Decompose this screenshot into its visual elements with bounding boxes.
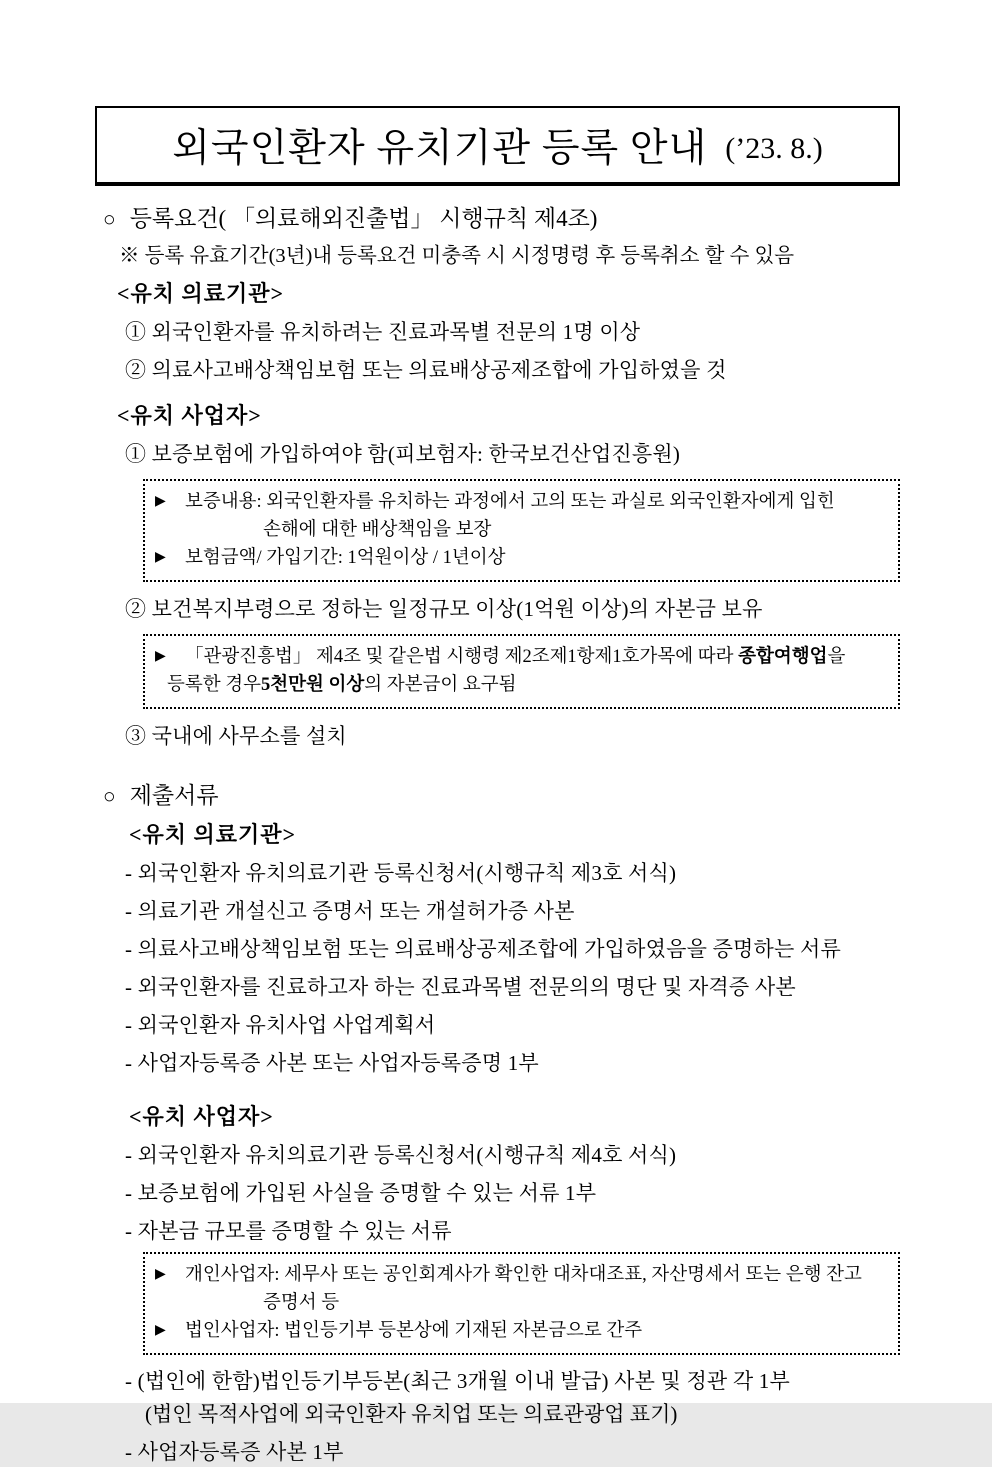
capital-proof-box (143, 1252, 900, 1355)
circle-bullet-icon: ○ (103, 784, 116, 808)
list-item: ② 의료사고배상책임보험 또는 의료배상공제조합에 가입하였을 것 (125, 358, 727, 382)
box-line (155, 1317, 888, 1345)
agency-header: <유치 사업자> (129, 1104, 274, 1129)
list-item: - 보증보험에 가입된 사실을 증명할 수 있는 서류 1부 (125, 1181, 597, 1205)
box-text (185, 643, 845, 671)
text-segment-bold: 종합여행업 (738, 647, 828, 667)
text-segment: 을 (827, 647, 846, 667)
box-text: 개인사업자: 세무사 또는 공인회계사가 확인한 대차대조표, 자산명세서 또는 은행 잔고 (185, 1265, 862, 1285)
document-title-date: (’23. 8.) (725, 132, 823, 165)
list-item: - 사업자등록증 사본 또는 사업자등록증명 1부 (125, 1051, 539, 1075)
text-segment: 의 자본금이 요구됨 (364, 675, 517, 695)
list-item: - 외국인환자를 진료하고자 하는 진료과목별 전문의의 명단 및 자격증 사본 (125, 975, 796, 999)
list-item: ② 보건복지부령으로 정하는 일정규모 이상(1억원 이상)의 자본금 보유 (125, 597, 763, 621)
arrow-bullet-icon: ▶ (155, 1267, 166, 1282)
documents-heading (103, 781, 900, 811)
box-text: 보험금액/ 가입기간: 1억원이상 / 1년이상 (185, 548, 506, 568)
arrow-bullet-icon: ▶ (155, 494, 166, 509)
box-line-continuation: 손해에 대한 배상책임을 보장 (263, 520, 492, 540)
capital-requirement-box (143, 634, 900, 709)
documents-heading-text: 제출서류 (129, 783, 219, 808)
box-line-continuation: 증명서 등 (263, 1293, 340, 1313)
box-line (155, 643, 888, 671)
document-title: 외국인환자 유치기관 등록 안내 (172, 127, 708, 170)
section-registration-requirements (95, 204, 900, 751)
agency-header: <유치 사업자> (117, 403, 262, 428)
list-item: - (법인에 한함)법인등기부등본(최근 3개월 이내 발급) 사본 및 정관 각 1부 (125, 1369, 790, 1393)
text-segment: 등록한 경우 (167, 675, 261, 695)
registration-heading (103, 204, 900, 234)
list-item: - 외국인환자 유치의료기관 등록신청서(시행규칙 제3호 서식) (125, 861, 677, 885)
arrow-bullet-icon: ▶ (155, 649, 166, 664)
text-segment: 「관광진흥법」 제4조 및 같은법 시행령 제2조제1항제1호가목에 따라 (185, 647, 739, 667)
text-segment-bold: 5천만원 이상 (260, 675, 365, 695)
list-item: - 사업자등록증 사본 1부 (125, 1440, 344, 1464)
list-item: ① 외국인환자를 유치하려는 진료과목별 전문의 1명 이상 (125, 320, 641, 344)
box-text: 법인사업자: 법인등기부 등본상에 기재된 자본금으로 간주 (185, 1321, 643, 1341)
list-item: - 외국인환자 유치의료기관 등록신청서(시행규칙 제4호 서식) (125, 1143, 677, 1167)
list-item: - 자본금 규모를 증명할 수 있는 서류 (125, 1219, 452, 1243)
list-item-continuation: (법인 목적사업에 외국인환자 유치업 또는 의료관광업 표기) (145, 1402, 678, 1426)
registration-heading-text: 등록요건( 「의료해외진출법」 시행규칙 제4조) (129, 206, 598, 231)
insurance-detail-box (143, 479, 900, 582)
list-item: - 의료기관 개설신고 증명서 또는 개설허가증 사본 (125, 899, 575, 923)
list-item: ① 보증보험에 가입하여야 함(피보험자: 한국보건산업진흥원) (125, 442, 681, 466)
section-submission-documents (95, 781, 900, 1467)
title-box (95, 106, 900, 186)
box-line (155, 488, 888, 516)
medical-institution-header: <유치 의료기관> (129, 822, 297, 847)
list-item: - 외국인환자 유치사업 사업계획서 (125, 1013, 436, 1037)
box-text: 보증내용: 외국인환자를 유치하는 과정에서 고의 또는 과실로 외국인환자에게 입힌 (185, 492, 835, 512)
box-line (155, 544, 888, 572)
box-line-continuation (155, 671, 888, 699)
arrow-bullet-icon: ▶ (155, 550, 166, 565)
medical-institution-header: <유치 의료기관> (117, 281, 285, 306)
arrow-bullet-icon: ▶ (155, 1323, 166, 1338)
list-item: ③ 국내에 사무소를 설치 (125, 724, 347, 748)
box-line (155, 1261, 888, 1289)
list-item: - 의료사고배상책임보험 또는 의료배상공제조합에 가입하였음을 증명하는 서류 (125, 937, 841, 961)
registration-note: ※ 등록 유효기간(3년)내 등록요건 미충족 시 시정명령 후 등록취소 할 수 있음 (119, 245, 795, 267)
circle-bullet-icon: ○ (103, 207, 116, 231)
